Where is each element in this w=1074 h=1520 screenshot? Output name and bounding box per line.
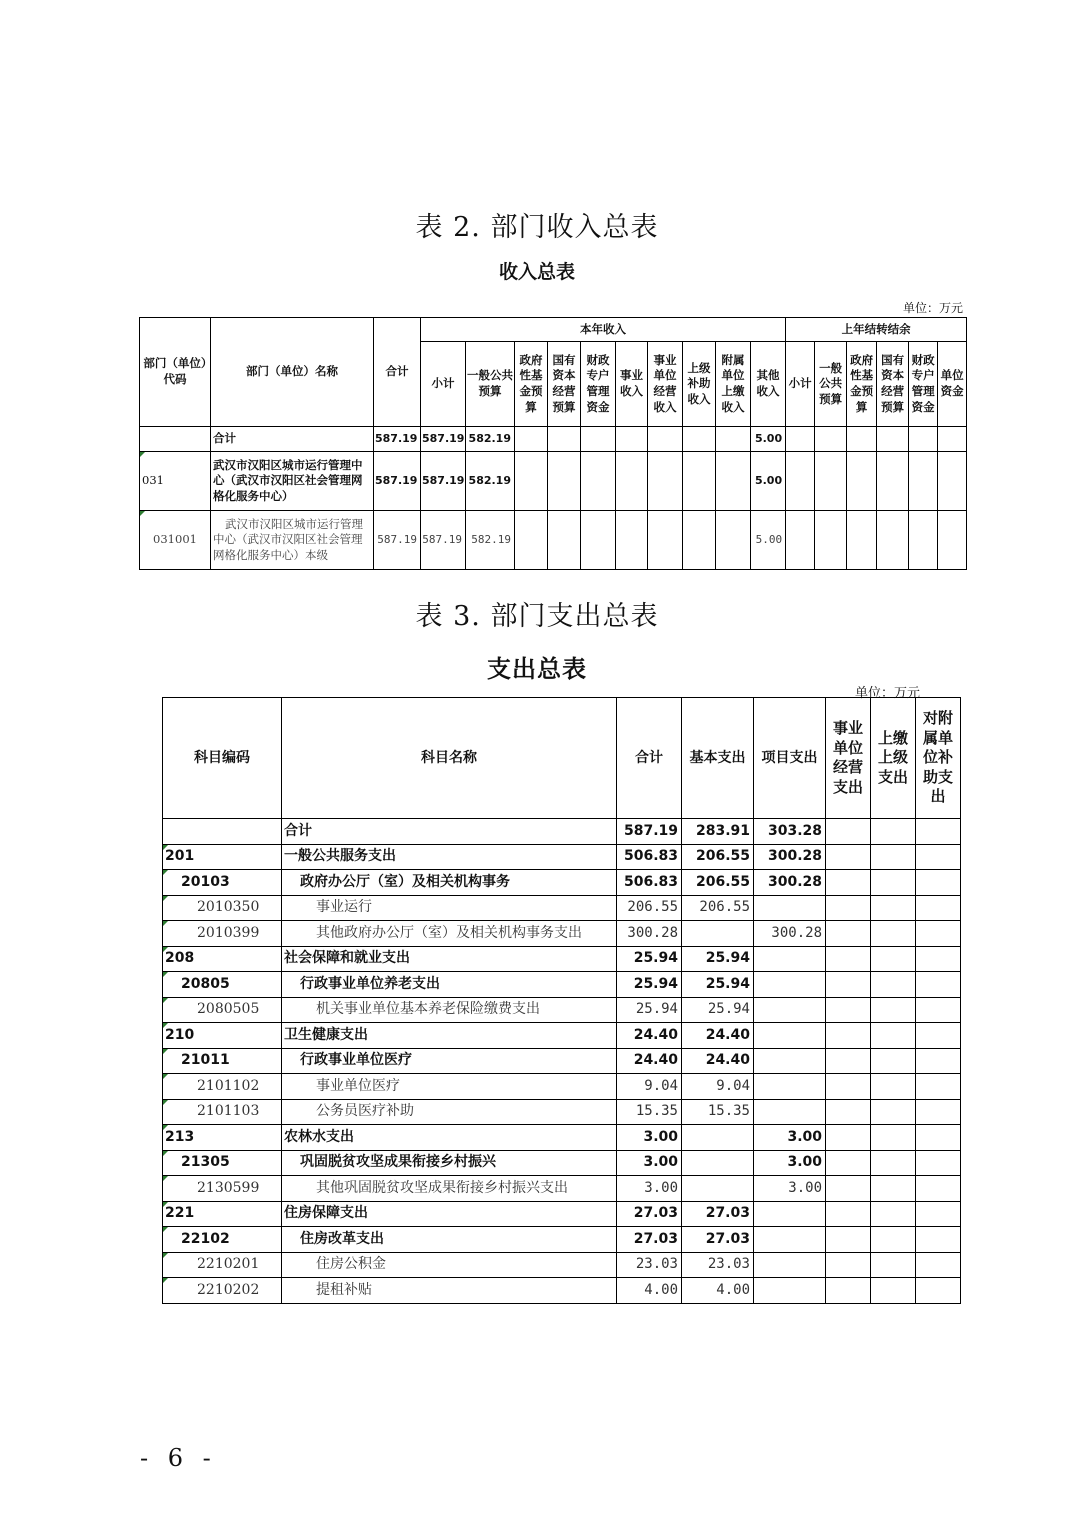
row-basic: 4.00 (682, 1278, 754, 1304)
row-code: 2210202 (163, 1278, 282, 1304)
header-dept-code: 部门（单位）代码 (140, 318, 211, 427)
row-code: 031 (140, 452, 211, 511)
row-code: 2010350 (163, 895, 282, 921)
row-name: 政府办公厅（室）及相关机构事务 (282, 870, 617, 896)
header-py-unit-funds: 单位资金 (938, 342, 967, 427)
table-row (163, 895, 961, 921)
table-row (163, 972, 961, 998)
row-code: 21011 (163, 1048, 282, 1074)
row-other: 5.00 (751, 511, 786, 570)
row-name: 提租补贴 (282, 1278, 617, 1304)
header-total: 合计 (617, 698, 682, 819)
row-name: 合计 (282, 819, 617, 845)
row-code: 208 (163, 946, 282, 972)
row-other: 5.00 (751, 452, 786, 511)
row-code: 20805 (163, 972, 282, 998)
row-name: 事业运行 (282, 895, 617, 921)
row-project: 3.00 (754, 1125, 826, 1151)
table-row (140, 427, 967, 452)
row-name: 巩固脱贫攻坚成果衔接乡村振兴 (282, 1150, 617, 1176)
header-py-general: 一般公共预算 (815, 342, 847, 427)
row-code: 2080505 (163, 997, 282, 1023)
header-upper: 上缴上级支出 (871, 698, 916, 819)
row-general: 582.19 (466, 452, 515, 511)
row-code: 2130599 (163, 1176, 282, 1202)
row-basic: 24.40 (682, 1023, 754, 1049)
row-project: 3.00 (754, 1150, 826, 1176)
header-business: 事业单位经营支出 (826, 698, 871, 819)
row-basic: 206.55 (682, 895, 754, 921)
row-basic: 23.03 (682, 1252, 754, 1278)
table-row (163, 1278, 961, 1304)
row-project (754, 1048, 826, 1074)
table-row (140, 511, 967, 570)
row-project (754, 895, 826, 921)
row-project: 300.28 (754, 844, 826, 870)
row-name: 合计 (211, 427, 374, 452)
row-code (163, 819, 282, 845)
row-code: 213 (163, 1125, 282, 1151)
row-name: 住房改革支出 (282, 1227, 617, 1253)
table-row (163, 1227, 961, 1253)
row-total: 27.03 (617, 1227, 682, 1253)
row-project: 3.00 (754, 1176, 826, 1202)
row-total: 587.19 (374, 427, 421, 452)
row-total: 9.04 (617, 1074, 682, 1100)
row-general: 582.19 (466, 427, 515, 452)
row-basic: 206.55 (682, 844, 754, 870)
row-project (754, 1252, 826, 1278)
row-total: 24.40 (617, 1048, 682, 1074)
income-table (139, 317, 967, 570)
table-row (163, 1099, 961, 1125)
row-name: 行政事业单位医疗 (282, 1048, 617, 1074)
row-total: 3.00 (617, 1176, 682, 1202)
row-total: 15.35 (617, 1099, 682, 1125)
row-code: 22102 (163, 1227, 282, 1253)
row-total: 506.83 (617, 844, 682, 870)
header-project: 项目支出 (754, 698, 826, 819)
header-cy-state-capital: 国有资本经营预算 (548, 342, 581, 427)
row-total: 206.55 (617, 895, 682, 921)
row-basic: 206.55 (682, 870, 754, 896)
row-project (754, 1227, 826, 1253)
header-cy-operating-income: 事业单位经营收入 (648, 342, 683, 427)
row-code: 031001 (140, 511, 211, 570)
header-code: 科目编码 (163, 698, 282, 819)
row-subtotal: 587.19 (421, 452, 466, 511)
row-total: 3.00 (617, 1125, 682, 1151)
row-total: 25.94 (617, 997, 682, 1023)
row-basic: 15.35 (682, 1099, 754, 1125)
row-subtotal: 587.19 (421, 427, 466, 452)
row-total: 25.94 (617, 946, 682, 972)
header-cy-other: 其他收入 (751, 342, 786, 427)
page-number: - 6 - (140, 1444, 217, 1472)
row-code: 21305 (163, 1150, 282, 1176)
income-table-subheading: 收入总表 (498, 261, 575, 283)
row-total: 4.00 (617, 1278, 682, 1304)
row-name: 机关事业单位基本养老保险缴费支出 (282, 997, 617, 1023)
row-total: 300.28 (617, 921, 682, 947)
row-total: 587.19 (617, 819, 682, 845)
header-py-special-account: 财政专户管理资金 (909, 342, 938, 427)
row-project: 300.28 (754, 870, 826, 896)
header-cy-upper-subsidy: 上级补助收入 (683, 342, 716, 427)
row-basic: 27.03 (682, 1227, 754, 1253)
header-cy-affiliate-income: 附属单位上缴收入 (716, 342, 751, 427)
expense-table-heading: 表 3. 部门支出总表 (415, 601, 659, 632)
row-name: 一般公共服务支出 (282, 844, 617, 870)
row-project (754, 1201, 826, 1227)
header-name: 科目名称 (282, 698, 617, 819)
header-dept-name: 部门（单位）名称 (211, 318, 374, 427)
table-row (163, 1150, 961, 1176)
row-name: 武汉市汉阳区城市运行管理中心（武汉市汉阳区社会管理网格化服务中心） (211, 452, 374, 511)
header-prev-year: 上年结转结余 (786, 318, 967, 342)
table-row (163, 1176, 961, 1202)
row-total: 3.00 (617, 1150, 682, 1176)
row-name: 住房公积金 (282, 1252, 617, 1278)
row-project (754, 946, 826, 972)
row-name: 住房保障支出 (282, 1201, 617, 1227)
row-general: 582.19 (466, 511, 515, 570)
row-code (140, 427, 211, 452)
row-basic (682, 1176, 754, 1202)
row-basic: 25.94 (682, 946, 754, 972)
row-name: 其他巩固脱贫攻坚成果衔接乡村振兴支出 (282, 1176, 617, 1202)
row-code: 20103 (163, 870, 282, 896)
header-current-year: 本年收入 (421, 318, 786, 342)
row-code: 201 (163, 844, 282, 870)
row-code: 2101103 (163, 1099, 282, 1125)
row-basic: 25.94 (682, 997, 754, 1023)
row-name: 卫生健康支出 (282, 1023, 617, 1049)
income-table-heading: 表 2. 部门收入总表 (415, 212, 659, 243)
expense-table (162, 697, 961, 1304)
table-row (163, 921, 961, 947)
row-name: 农林水支出 (282, 1125, 617, 1151)
table-row (163, 1125, 961, 1151)
header-cy-subtotal: 小计 (421, 342, 466, 427)
table-row (163, 1023, 961, 1049)
table-row (140, 452, 967, 511)
row-project (754, 1023, 826, 1049)
table-row (163, 1074, 961, 1100)
header-cy-business-income: 事业收入 (616, 342, 648, 427)
header-cy-fund: 政府性基金预算 (515, 342, 548, 427)
table-row (163, 819, 961, 845)
table-row (163, 870, 961, 896)
table-row (163, 1048, 961, 1074)
row-basic: 27.03 (682, 1201, 754, 1227)
row-name: 其他政府办公厅（室）及相关机构事务支出 (282, 921, 617, 947)
row-basic (682, 1150, 754, 1176)
row-code: 210 (163, 1023, 282, 1049)
row-basic: 24.40 (682, 1048, 754, 1074)
row-name: 事业单位医疗 (282, 1074, 617, 1100)
header-total: 合计 (374, 318, 421, 427)
table-row (163, 946, 961, 972)
row-total: 25.94 (617, 972, 682, 998)
row-total: 24.40 (617, 1023, 682, 1049)
row-project (754, 997, 826, 1023)
row-other: 5.00 (751, 427, 786, 452)
expense-table-subheading: 支出总表 (487, 655, 587, 683)
header-subsidy: 对附属单位补助支出 (916, 698, 961, 819)
header-cy-special-account: 财政专户管理资金 (581, 342, 616, 427)
table-row (163, 844, 961, 870)
row-name: 武汉市汉阳区城市运行管理中心（武汉市汉阳区社会管理网格化服务中心）本级 (211, 511, 374, 570)
row-project: 303.28 (754, 819, 826, 845)
header-py-subtotal: 小计 (786, 342, 815, 427)
row-subtotal: 587.19 (421, 511, 466, 570)
row-name: 社会保障和就业支出 (282, 946, 617, 972)
row-code: 2210201 (163, 1252, 282, 1278)
row-code: 221 (163, 1201, 282, 1227)
header-py-state-capital: 国有资本经营预算 (877, 342, 909, 427)
row-project (754, 1074, 826, 1100)
row-project: 300.28 (754, 921, 826, 947)
row-basic (682, 921, 754, 947)
row-code: 2101102 (163, 1074, 282, 1100)
table-row (163, 1252, 961, 1278)
row-project (754, 1099, 826, 1125)
header-basic: 基本支出 (682, 698, 754, 819)
row-name: 行政事业单位养老支出 (282, 972, 617, 998)
row-code: 2010399 (163, 921, 282, 947)
row-name: 公务员医疗补助 (282, 1099, 617, 1125)
row-basic: 9.04 (682, 1074, 754, 1100)
row-project (754, 1278, 826, 1304)
row-basic: 283.91 (682, 819, 754, 845)
row-total: 23.03 (617, 1252, 682, 1278)
header-py-fund: 政府性基金预算 (847, 342, 877, 427)
row-total: 27.03 (617, 1201, 682, 1227)
table-row (163, 997, 961, 1023)
row-basic (682, 1125, 754, 1151)
expense-unit-label: 单位：万元 (855, 686, 921, 701)
row-total: 587.19 (374, 452, 421, 511)
table-row (163, 1201, 961, 1227)
header-cy-general: 一般公共预算 (466, 342, 515, 427)
row-total: 587.19 (374, 511, 421, 570)
row-basic: 25.94 (682, 972, 754, 998)
income-unit-label: 单位：万元 (903, 301, 964, 315)
row-project (754, 972, 826, 998)
row-total: 506.83 (617, 870, 682, 896)
